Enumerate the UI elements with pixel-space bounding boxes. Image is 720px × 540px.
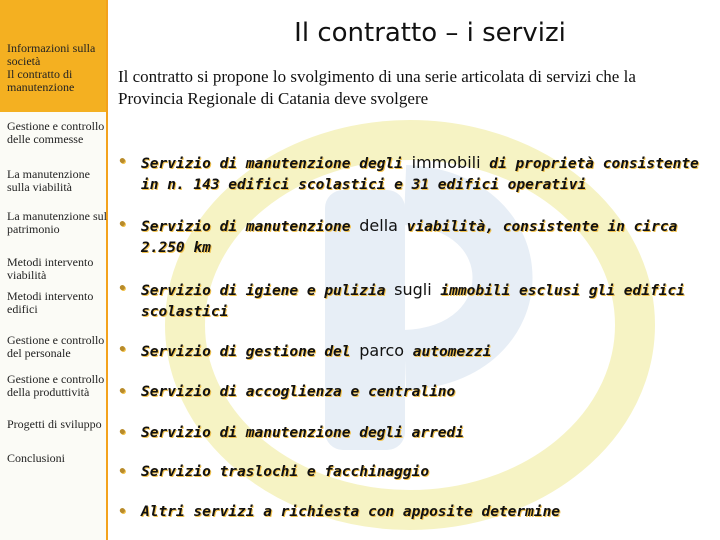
- sidebar-nav: [0, 0, 108, 540]
- sidebar-item-personale[interactable]: Gestione e controllo del personale: [7, 333, 105, 360]
- sidebar-item-patrimonio[interactable]: La manutenzione sul patrimonio: [7, 209, 107, 236]
- bullet-icon: •: [118, 281, 127, 297]
- bullet-icon: •: [118, 217, 127, 233]
- bullet-icon: •: [118, 384, 127, 400]
- sidebar-item-commesse[interactable]: Gestione e controllo delle commesse: [7, 119, 105, 146]
- list-item: • Servizio di manutenzione della viabilità, consistente in circa 2.250 km: [118, 216, 678, 256]
- bullet-icon: •: [118, 504, 127, 520]
- bullet-icon: •: [118, 154, 127, 170]
- bullet-icon: •: [118, 464, 127, 480]
- intro-text: Il contratto si propone lo svolgimento di una serie articolata di servizi che la Provincia Regionale di Catania deve svolgere: [118, 67, 636, 108]
- bullet-icon: •: [118, 425, 127, 441]
- sidebar-item-produttivita[interactable]: Gestione e controllo della produttività: [7, 372, 105, 399]
- sidebar-item-progetti[interactable]: Progetti di sviluppo: [7, 417, 102, 431]
- list-item: • Servizio di manutenzione degli arredi: [118, 423, 708, 444]
- sidebar-item-metodi-viabilita[interactable]: Metodi intervento viabilità: [7, 255, 94, 282]
- sidebar-item-conclusioni[interactable]: Conclusioni: [7, 451, 66, 465]
- list-item: • Altri servizi a richiesta con apposite determine: [118, 502, 708, 523]
- sidebar-item-contratto[interactable]: Il contratto di manutenzione: [7, 67, 75, 94]
- sidebar-item-viabilita[interactable]: La manutenzione sulla viabilità: [7, 167, 90, 194]
- bullet-icon: •: [118, 342, 127, 358]
- page-title: Il contratto – i servizi: [294, 18, 566, 48]
- list-item: • Servizio di gestione del parco automezzi: [118, 341, 492, 360]
- sidebar-item-metodi-edifici[interactable]: Metodi intervento edifici: [7, 289, 94, 316]
- list-item: • Servizio di accoglienza e centralino: [118, 382, 708, 403]
- list-item: • Servizio di manutenzione degli immobili di proprietà consistente in n. 143 edifici scolastici e 31 edifici operativi: [118, 153, 699, 193]
- list-item: • Servizio di igiene e pulizia sugli immobili esclusi gli edifici scolastici: [118, 280, 685, 320]
- sidebar-item-informazioni[interactable]: Informazioni sulla società: [7, 41, 96, 68]
- list-item: • Servizio traslochi e facchinaggio: [118, 462, 708, 483]
